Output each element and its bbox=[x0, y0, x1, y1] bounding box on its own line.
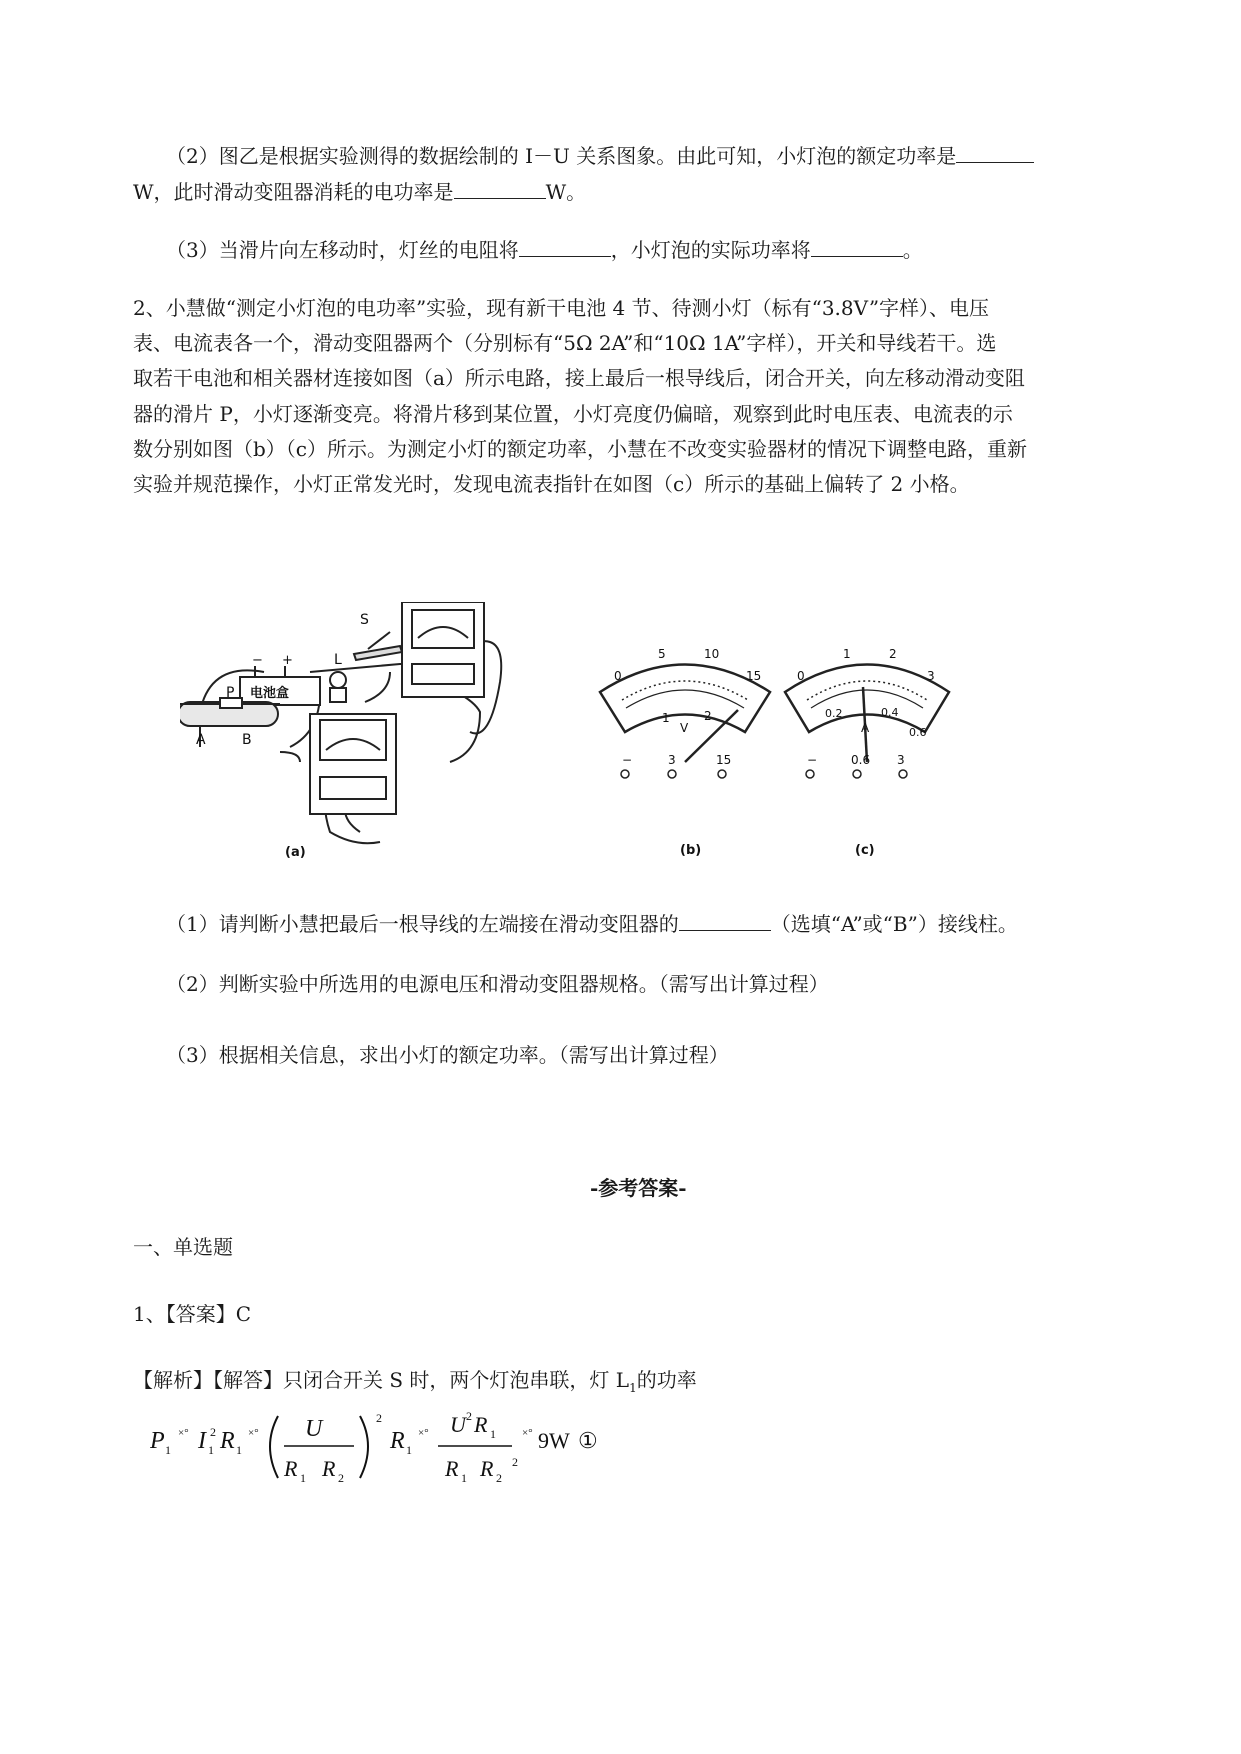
question-text bbox=[133, 180, 586, 204]
ammeter-outer-tick: 2 bbox=[889, 647, 897, 661]
ammeter-terminals-box bbox=[412, 664, 474, 684]
formula-operator: ×° bbox=[418, 1427, 429, 1439]
voltmeter-terminal-label: 15 bbox=[716, 753, 732, 767]
formula-symbol: R bbox=[322, 1456, 336, 1481]
ammeter-outer-tick: 3 bbox=[927, 669, 935, 683]
formula-subscript: 1 bbox=[236, 1443, 242, 1457]
question-text bbox=[166, 144, 1034, 168]
ammeter-terminal-label: 0.6 bbox=[851, 753, 871, 767]
battery-plus: + bbox=[282, 653, 293, 668]
battery-label: 电池盒 bbox=[250, 686, 290, 701]
terminal-a-label: A bbox=[196, 732, 206, 748]
lamp-bulb bbox=[330, 672, 346, 688]
ammeter-inner-tick: 0.6 bbox=[909, 726, 927, 739]
caption-b: (b) bbox=[680, 843, 702, 858]
answer-blank[interactable] bbox=[454, 180, 546, 199]
question-text: （3）当滑片向左移动时，灯丝的电阻将 bbox=[166, 238, 519, 262]
question-text: （1）请判断小慧把最后一根导线的左端接在滑动变阻器的 bbox=[166, 912, 679, 936]
analysis-text: 【解析】【解答】只闭合开关 S 时，两个灯泡串联，灯 L bbox=[133, 1368, 630, 1392]
formula-superscript: 2 bbox=[512, 1455, 518, 1469]
question-text: W。 bbox=[545, 180, 587, 204]
q2-line: 取若干电池和相关器材连接如图（a）所示电路，接上最后一根导线后，闭合开关，向左移动滑动变阻 bbox=[133, 366, 1025, 390]
formula-symbol: P bbox=[150, 1428, 165, 1454]
sub-question-2: （2）判断实验中所选用的电源电压和滑动变阻器规格。（需写出计算过程） bbox=[166, 972, 829, 996]
switch-base bbox=[354, 646, 402, 660]
formula-symbol: R bbox=[284, 1456, 298, 1481]
voltmeter-terminal bbox=[668, 770, 676, 778]
voltmeter-terminal-label: 3 bbox=[668, 753, 676, 767]
formula-symbol: R bbox=[480, 1456, 494, 1481]
voltmeter-outer-tick: 10 bbox=[704, 647, 720, 661]
formula-paren-left bbox=[270, 1416, 278, 1478]
q2-line: 数分别如图（b）（c）所示。为测定小灯的额定功率，小慧在不改变实验器材的情况下调整电路，重新 bbox=[133, 437, 1028, 461]
wire bbox=[280, 752, 300, 762]
voltmeter-terminal bbox=[621, 770, 629, 778]
q2-line: 实验并规范操作，小灯正常发光时，发现电流表指针在如图（c）所示的基础上偏转了 2 小格。 bbox=[133, 472, 970, 496]
formula-symbol: I bbox=[198, 1428, 206, 1454]
voltmeter-unit: V bbox=[680, 721, 689, 735]
circuit-figure bbox=[180, 602, 1020, 862]
ammeter-outer-tick: 0 bbox=[797, 669, 805, 683]
analysis-text: 的功率 bbox=[636, 1368, 697, 1392]
ammeter-inner-tick: 0.4 bbox=[881, 706, 899, 719]
ammeter-inner-tick: 0.2 bbox=[825, 707, 843, 720]
question-text: （2）图乙是根据实验测得的数据绘制的 I－U 关系图象。由此可知，小灯泡的额定功率是 bbox=[166, 144, 957, 168]
wire bbox=[310, 664, 410, 672]
wire bbox=[365, 672, 390, 702]
question-text: （选填“A”或“B”）接线柱。 bbox=[770, 912, 1018, 936]
q2-line: 2、小慧做“测定小灯泡的电功率”实验，现有新干电池 4 节、待测小灯（标有“3.8V”字样）、电压 bbox=[133, 296, 990, 320]
formula-symbol: U bbox=[305, 1416, 323, 1442]
answers-title: -参考答案- bbox=[590, 1176, 687, 1200]
question-text: 。 bbox=[902, 238, 923, 262]
formula-superscript: 2 bbox=[376, 1411, 382, 1425]
voltmeter-outer-tick: 5 bbox=[658, 647, 666, 661]
answer-blank[interactable] bbox=[679, 912, 771, 931]
formula-symbol: R bbox=[474, 1412, 488, 1437]
switch-lever bbox=[368, 632, 390, 649]
formula-operator: ×° bbox=[248, 1427, 259, 1439]
formula-symbol: U bbox=[450, 1412, 466, 1437]
ammeter-terminal bbox=[806, 770, 814, 778]
analysis-subscript: 1 bbox=[629, 1381, 637, 1395]
formula-symbol: R bbox=[445, 1456, 459, 1481]
caption-c: (c) bbox=[855, 843, 875, 858]
sub-question-1 bbox=[166, 912, 1018, 936]
formula-subscript: 1 bbox=[165, 1443, 171, 1457]
voltmeter-terminal-label: − bbox=[622, 753, 633, 767]
voltmeter-terminals-box bbox=[320, 777, 386, 799]
ammeter-terminal bbox=[899, 770, 907, 778]
ammeter-terminal-label: 3 bbox=[897, 753, 905, 767]
formula-symbol: R bbox=[220, 1428, 235, 1454]
battery-minus: − bbox=[252, 653, 263, 668]
voltmeter-inner-tick: 1 bbox=[662, 711, 670, 725]
ammeter-outer-tick: 1 bbox=[843, 647, 851, 661]
answer-blank[interactable] bbox=[519, 238, 611, 257]
answer-blank[interactable] bbox=[811, 238, 903, 257]
caption-a: (a) bbox=[285, 845, 306, 860]
formula-subscript: 1 bbox=[300, 1471, 306, 1485]
formula-result: 9W bbox=[538, 1428, 570, 1453]
voltmeter-inner-tick: 2 bbox=[704, 709, 712, 723]
formula-subscript: 2 bbox=[338, 1471, 344, 1485]
formula-superscript: 2 bbox=[210, 1425, 216, 1439]
question-text: W，此时滑动变阻器消耗的电功率是 bbox=[133, 180, 454, 204]
ammeter-unit: A bbox=[861, 721, 870, 735]
ammeter-terminal-label: − bbox=[807, 753, 818, 767]
answer-1: 1、【答案】C bbox=[133, 1302, 252, 1326]
formula-paren-right bbox=[360, 1416, 368, 1478]
formula-operator: ×° bbox=[522, 1427, 533, 1439]
power-formula bbox=[150, 1398, 650, 1508]
voltmeter-outer-tick: 15 bbox=[746, 669, 762, 683]
formula-subscript: 2 bbox=[496, 1471, 502, 1485]
switch-label: S bbox=[360, 612, 369, 628]
voltmeter-outer-tick: 0 bbox=[614, 669, 622, 683]
slider-label: P bbox=[226, 685, 235, 701]
section-heading: 一、单选题 bbox=[133, 1235, 233, 1259]
formula-circle-number: ① bbox=[578, 1428, 598, 1453]
lamp-holder bbox=[330, 688, 346, 702]
voltmeter-terminal bbox=[718, 770, 726, 778]
formula-superscript: 2 bbox=[466, 1409, 472, 1423]
formula-operator: ×° bbox=[178, 1427, 189, 1439]
formula-subscript: 1 bbox=[406, 1443, 412, 1457]
q2-line: 表、电流表各一个，滑动变阻器两个（分别标有“5Ω 2A”和“10Ω 1A”字样），开关和导线若干。选 bbox=[133, 331, 997, 355]
analysis-text bbox=[133, 1368, 697, 1400]
question-text: ，小灯泡的实际功率将 bbox=[610, 238, 811, 262]
lamp-label: L bbox=[334, 652, 342, 668]
formula-subscript: 1 bbox=[461, 1471, 467, 1485]
answer-blank[interactable] bbox=[956, 144, 1034, 163]
formula-symbol: R bbox=[390, 1428, 405, 1454]
formula-subscript: 1 bbox=[208, 1443, 214, 1457]
sub-question-3: （3）根据相关信息，求出小灯的额定功率。（需写出计算过程） bbox=[166, 1043, 729, 1067]
ammeter-terminal bbox=[853, 770, 861, 778]
terminal-b-label: B bbox=[242, 732, 252, 748]
q2-line: 器的滑片 P，小灯逐渐变亮。将滑片移到某位置，小灯亮度仍偏暗，观察到此时电压表、电流表的示 bbox=[133, 402, 1013, 426]
ammeter-window bbox=[412, 610, 474, 648]
question-text bbox=[166, 238, 923, 262]
formula-subscript: 1 bbox=[490, 1427, 496, 1441]
